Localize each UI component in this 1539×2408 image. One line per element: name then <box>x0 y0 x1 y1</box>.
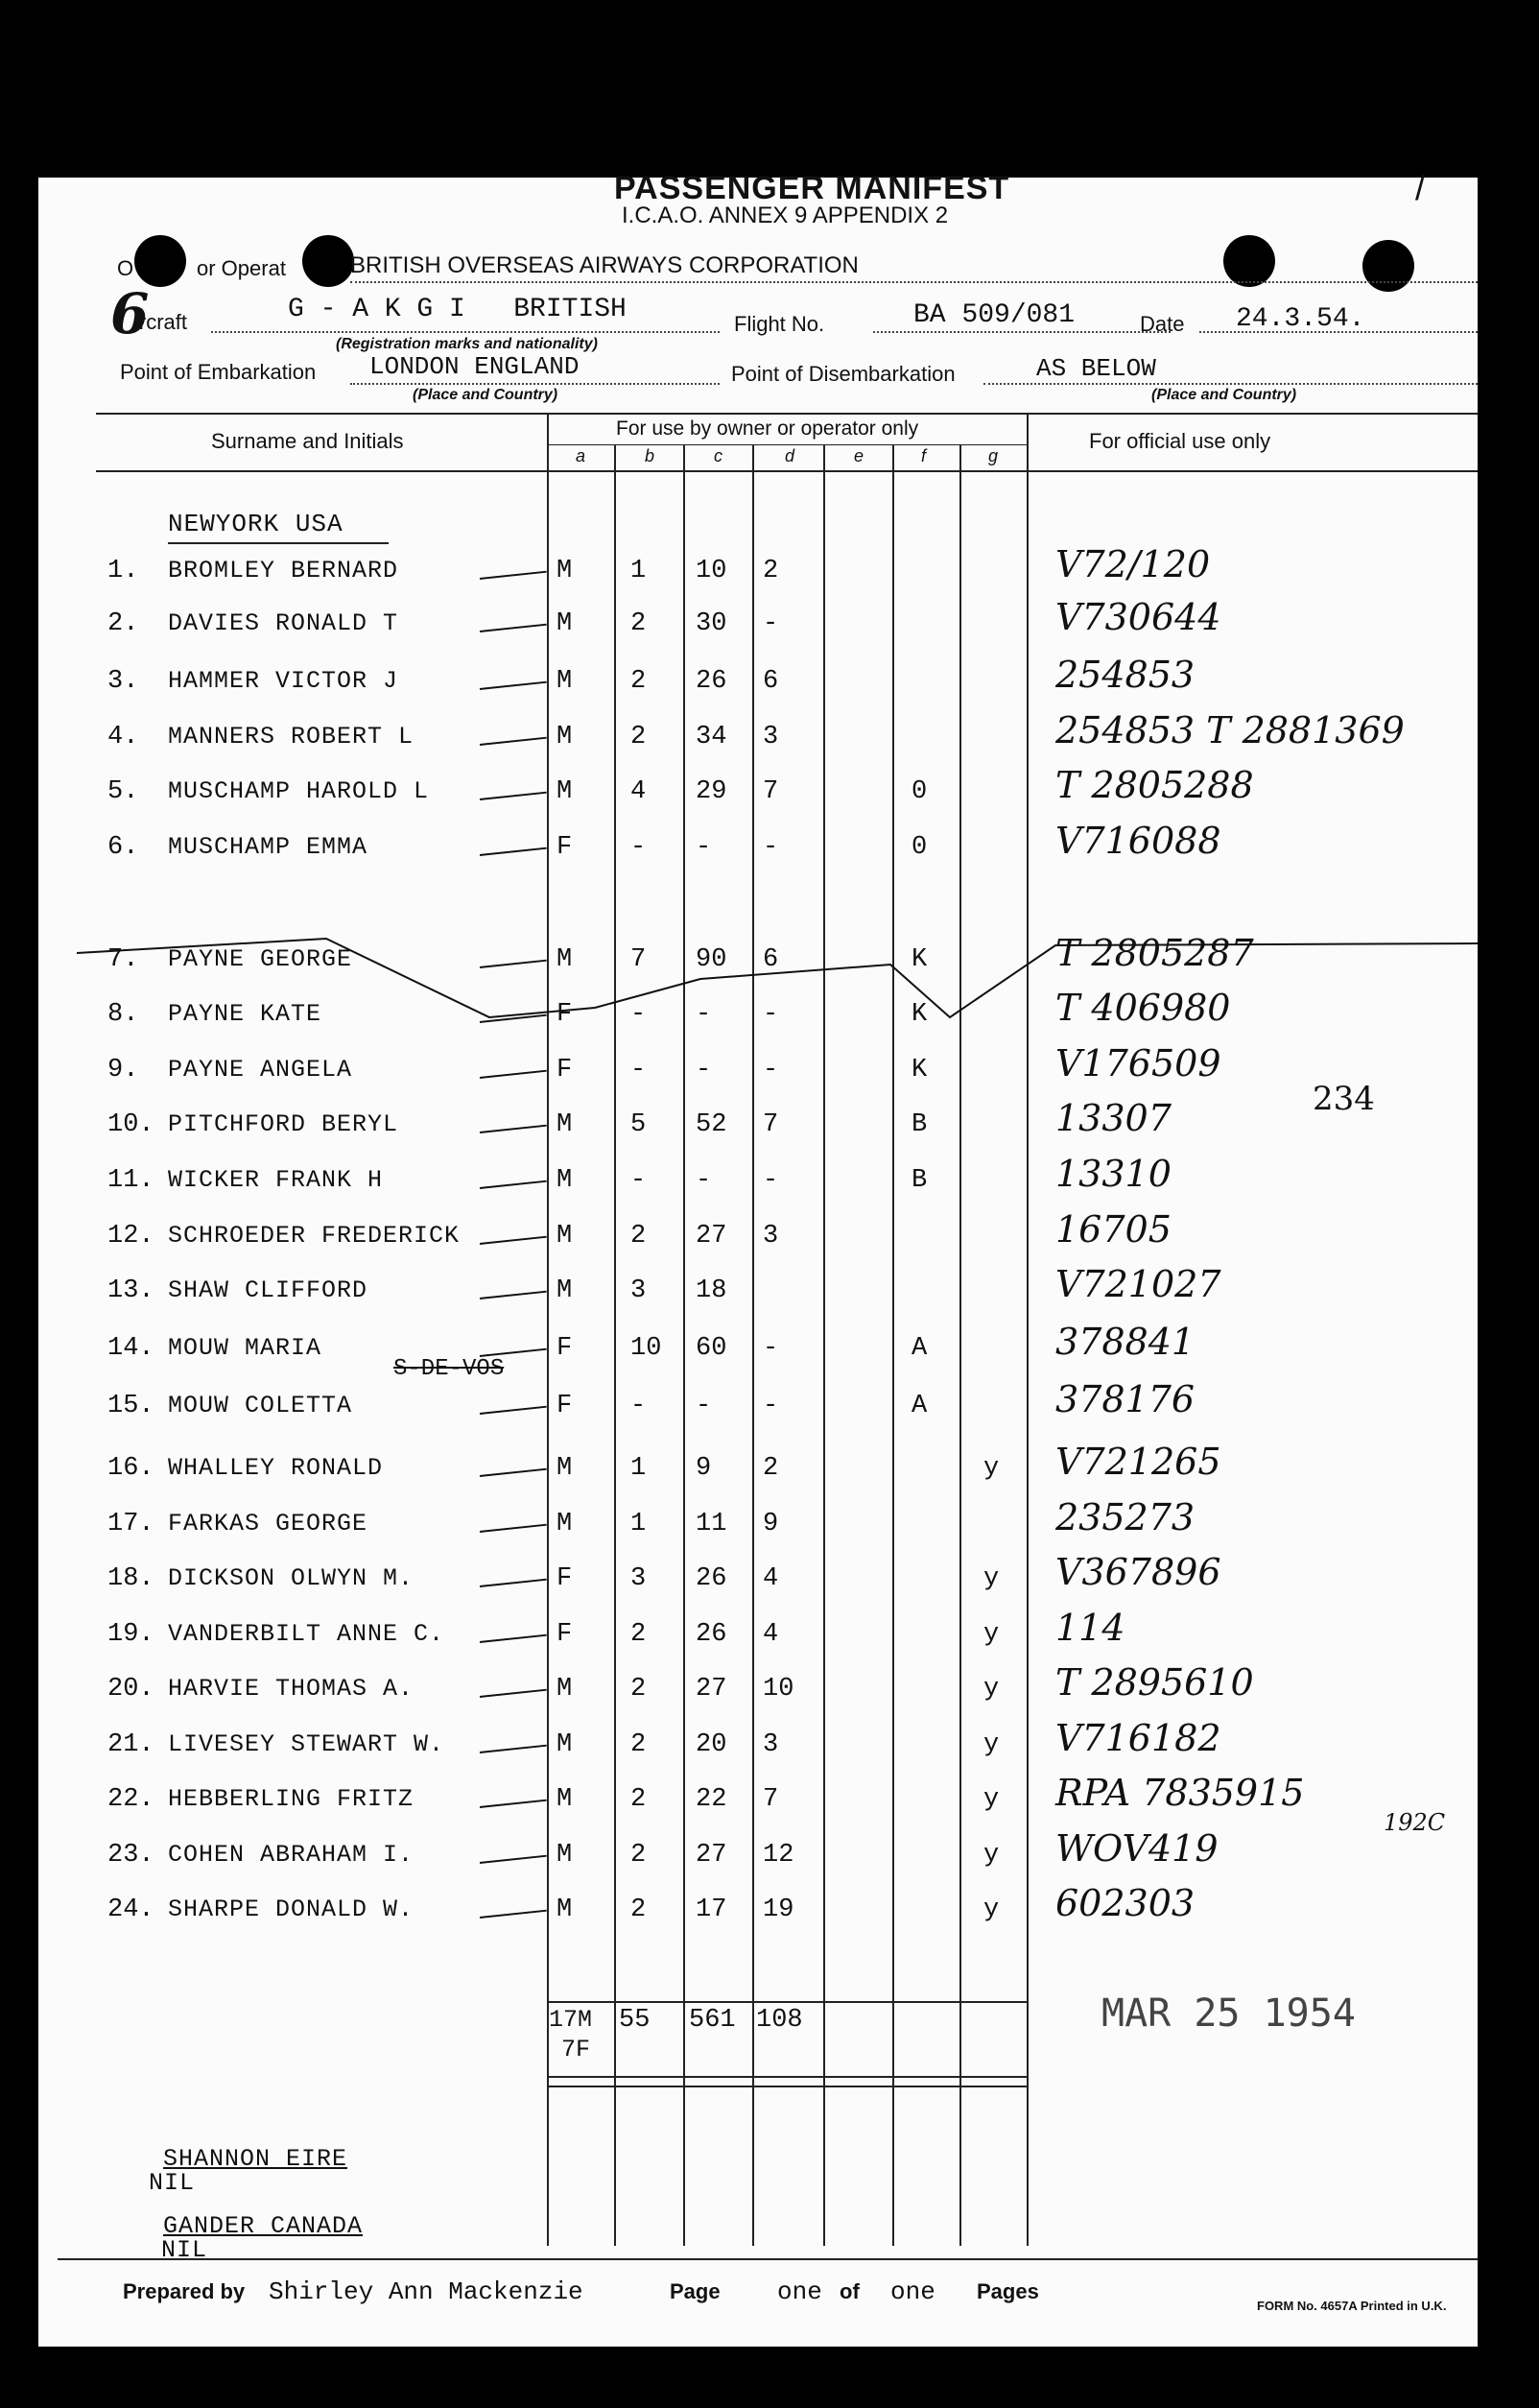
col-f-cell: A <box>912 1334 928 1363</box>
sex-cell: M <box>556 1110 573 1139</box>
official-entry: 378176 <box>1055 1378 1196 1420</box>
struck-text: S-DE-VOS <box>393 1356 505 1382</box>
col-f-cell: 0 <box>912 777 928 806</box>
official-entry: 378841 <box>1055 1321 1196 1363</box>
col-f-cell: A <box>912 1392 928 1420</box>
col-f-cell: K <box>912 1000 928 1029</box>
col-d-cell: - <box>763 1334 779 1363</box>
stop-place: SHANNON EIRE <box>163 2145 348 2173</box>
col-b-cell: 3 <box>630 1276 647 1305</box>
passenger-name: SHAW CLIFFORD <box>168 1276 368 1304</box>
total-d: 108 <box>756 2006 803 2035</box>
passenger-name: MOUW MARIA <box>168 1334 322 1362</box>
col-d-cell: 3 <box>763 1222 779 1251</box>
passenger-number: 6. <box>107 833 139 862</box>
embarkation-place-note: (Place and Country) <box>413 387 558 403</box>
totals-bottom-double-rule <box>547 2086 1027 2087</box>
official-entry: V721265 <box>1055 1441 1221 1483</box>
col-c-cell: 26 <box>696 1564 727 1593</box>
col-b-cell: 2 <box>630 1222 647 1251</box>
sex-cell: M <box>556 1510 573 1538</box>
of-value: one <box>890 2277 935 2306</box>
col-c-cell: 90 <box>696 945 727 974</box>
sex-cell: F <box>556 1000 573 1029</box>
manifest-subtitle: I.C.A.O. ANNEX 9 APPENDIX 2 <box>622 203 949 228</box>
passenger-name: PAYNE GEORGE <box>168 945 353 973</box>
official-entry: V72/120 <box>1055 543 1211 585</box>
disembarkation-value: AS BELOW <box>1036 354 1156 383</box>
sex-cell: F <box>556 833 573 862</box>
passenger-name: MUSCHAMP EMMA <box>168 833 368 861</box>
col-b-cell: 2 <box>630 609 647 638</box>
passenger-number: 9. <box>107 1056 139 1085</box>
pages-label: Pages <box>977 2279 1039 2303</box>
col-c-cell: 9 <box>696 1454 712 1483</box>
sex-cell: M <box>556 1730 573 1759</box>
page-label: Page <box>670 2279 721 2303</box>
sex-cell: M <box>556 1675 573 1704</box>
passenger-name: LIVESEY STEWART W. <box>168 1730 445 1758</box>
col-f-cell: y <box>983 1620 1000 1649</box>
official-entry: 13307 <box>1055 1097 1172 1139</box>
owner-column-header: For use by owner or operator only <box>616 417 919 440</box>
col-d-cell: 7 <box>763 1785 779 1814</box>
official-entry: 235273 <box>1055 1496 1196 1538</box>
sex-cell: F <box>556 1334 573 1363</box>
col-c-cell: 11 <box>696 1510 727 1538</box>
col-d-cell: 6 <box>763 667 779 696</box>
date-label: Date <box>1140 312 1185 336</box>
registration-note: (Registration marks and nationality) <box>336 336 598 352</box>
name-column-header: Surname and Initials <box>211 429 404 453</box>
col-c-cell: 22 <box>696 1785 727 1814</box>
col-c-cell: - <box>696 1056 712 1085</box>
stop-place: GANDER CANADA <box>163 2212 364 2240</box>
official-entry: 13310 <box>1055 1153 1172 1195</box>
col-d-cell: - <box>763 833 779 862</box>
totals-bottom-rule <box>547 2076 1027 2078</box>
passenger-number: 14. <box>107 1334 154 1363</box>
col-c-cell: 26 <box>696 1620 727 1649</box>
passenger-number: 21. <box>107 1730 154 1759</box>
sex-cell: F <box>556 1564 573 1593</box>
official-entry: V367896 <box>1055 1551 1221 1593</box>
column-letter: c <box>714 446 722 465</box>
aircraft-value: G - A K G I BRITISH <box>288 295 627 324</box>
official-entry: RPA 7835915 <box>1055 1772 1305 1814</box>
col-c-cell: 34 <box>696 723 727 751</box>
col-b-cell: 2 <box>630 1620 647 1649</box>
official-entry: 254853 <box>1055 654 1196 696</box>
col-c-cell: 10 <box>696 557 727 585</box>
col-f-cell: y <box>983 1730 1000 1759</box>
sex-cell: M <box>556 723 573 751</box>
sex-cell: M <box>556 1276 573 1305</box>
operator-name: BRITISH OVERSEAS AIRWAYS CORPORATION <box>350 252 859 278</box>
col-b-cell: 2 <box>630 1895 647 1924</box>
official-entry: WOV419 <box>1055 1827 1219 1870</box>
col-f-cell: y <box>983 1454 1000 1483</box>
col-c-cell: 26 <box>696 667 727 696</box>
col-b-cell: 1 <box>630 1454 647 1483</box>
official-entry: 114 <box>1055 1607 1125 1649</box>
col-b-cell: 10 <box>630 1334 662 1363</box>
col-c-cell: - <box>696 1392 712 1420</box>
passenger-number: 4. <box>107 723 139 751</box>
aircraft-label: ircraft <box>134 310 187 334</box>
official-entry: T 406980 <box>1055 987 1231 1029</box>
col-c-cell: 27 <box>696 1841 727 1870</box>
passenger-name: VANDERBILT ANNE C. <box>168 1620 445 1648</box>
sex-cell: M <box>556 609 573 638</box>
col-b-cell: 2 <box>630 667 647 696</box>
sex-cell: M <box>556 777 573 806</box>
col-b-cell: 7 <box>630 945 647 974</box>
col-c-cell: - <box>696 1166 712 1195</box>
col-d-cell: 6 <box>763 945 779 974</box>
passenger-number: 22. <box>107 1785 154 1814</box>
col-b-cell: 2 <box>630 1675 647 1704</box>
col-f-cell: y <box>983 1841 1000 1870</box>
col-c-cell: 29 <box>696 777 727 806</box>
col-b-cell: 4 <box>630 777 647 806</box>
passenger-number: 17. <box>107 1510 154 1538</box>
manifest-title: PASSENGER MANIFEST <box>614 170 1010 206</box>
passenger-number: 1. <box>107 557 139 585</box>
embarkation-value: LONDON ENGLAND <box>369 352 580 381</box>
sex-cell: F <box>556 1392 573 1420</box>
column-letter: e <box>854 446 864 465</box>
stop-note: NIL <box>149 2169 196 2197</box>
passenger-name: COHEN ABRAHAM I. <box>168 1841 414 1869</box>
col-b-cell: - <box>630 1392 647 1420</box>
col-c-cell: 18 <box>696 1276 727 1305</box>
passenger-name: SHARPE DONALD W. <box>168 1895 414 1923</box>
col-f-cell: K <box>912 1056 928 1085</box>
disembarkation-place-note: (Place and Country) <box>1151 387 1297 403</box>
disembarkation-label: Point of Disembarkation <box>731 362 956 386</box>
passenger-number: 7. <box>107 945 139 974</box>
flight-value: BA 509/081 <box>913 300 1076 330</box>
passenger-number: 5. <box>107 777 139 806</box>
passenger-number: 10. <box>107 1110 154 1139</box>
column-letter: a <box>576 446 586 465</box>
official-entry: 16705 <box>1055 1208 1172 1251</box>
col-b-cell: - <box>630 1166 647 1195</box>
column-letter: g <box>988 446 999 465</box>
total-b: 55 <box>619 2006 651 2035</box>
official-entry: V716182 <box>1055 1717 1221 1759</box>
sex-cell: M <box>556 667 573 696</box>
official-entry: V721027 <box>1055 1263 1221 1305</box>
stop-note: NIL <box>161 2236 208 2264</box>
passenger-name: BROMLEY BERNARD <box>168 557 399 584</box>
col-d-cell: - <box>763 1392 779 1420</box>
col-b-cell: - <box>630 1056 647 1085</box>
col-d-cell: 7 <box>763 777 779 806</box>
official-entry: T 2895610 <box>1055 1661 1254 1704</box>
official-entry: T 2805288 <box>1055 764 1254 806</box>
passenger-name: FARKAS GEORGE <box>168 1510 368 1538</box>
col-d-cell: 10 <box>763 1675 794 1704</box>
passenger-name: MOUW COLETTA <box>168 1392 353 1419</box>
date-stamp: MAR 25 1954 <box>1101 1991 1356 2036</box>
passenger-number: 24. <box>107 1895 154 1924</box>
destination-heading: NEWYORK USA <box>168 510 343 538</box>
col-d-cell: 4 <box>763 1564 779 1593</box>
column-letter: b <box>645 446 655 465</box>
embarkation-label: Point of Embarkation <box>120 360 317 384</box>
sex-cell: F <box>556 1056 573 1085</box>
col-c-cell: 27 <box>696 1222 727 1251</box>
owner-label: or Operat <box>197 256 286 280</box>
col-f-cell: y <box>983 1675 1000 1704</box>
col-b-cell: 2 <box>630 1730 647 1759</box>
official-entry: 602303 <box>1055 1882 1196 1924</box>
col-b-cell: 2 <box>630 1785 647 1814</box>
passenger-number: 13. <box>107 1276 154 1305</box>
col-d-cell: 9 <box>763 1510 779 1538</box>
col-d-cell: - <box>763 1056 779 1085</box>
col-b-cell: 3 <box>630 1564 647 1593</box>
col-c-cell: 30 <box>696 609 727 638</box>
col-c-cell: 17 <box>696 1895 727 1924</box>
total-c: 561 <box>689 2006 736 2035</box>
sex-cell: M <box>556 1785 573 1814</box>
col-d-cell: 4 <box>763 1620 779 1649</box>
col-f-cell: y <box>983 1785 1000 1814</box>
passenger-number: 11. <box>107 1166 154 1195</box>
passenger-number: 15. <box>107 1392 154 1420</box>
official-column-header: For official use only <box>1089 429 1271 453</box>
col-f-cell: y <box>983 1564 1000 1593</box>
passenger-name: PITCHFORD BERYL <box>168 1110 399 1138</box>
passenger-number: 20. <box>107 1675 154 1704</box>
col-f-cell: B <box>912 1166 928 1195</box>
passenger-name: WHALLEY RONALD <box>168 1454 384 1482</box>
prepared-label: Prepared by <box>123 2279 246 2303</box>
handwritten-mark: 6 <box>110 281 150 346</box>
prepared-value: Shirley Ann Mackenzie <box>269 2277 583 2306</box>
passenger-number: 18. <box>107 1564 154 1593</box>
sex-cell: M <box>556 945 573 974</box>
col-d-cell: - <box>763 609 779 638</box>
total-a-line1: 17M <box>549 2006 593 2034</box>
col-b-cell: - <box>630 833 647 862</box>
passenger-number: 23. <box>107 1841 154 1870</box>
column-letter: f <box>921 446 927 465</box>
col-d-cell: 19 <box>763 1895 794 1924</box>
sex-cell: M <box>556 1222 573 1251</box>
col-f-cell: y <box>983 1895 1000 1924</box>
passenger-number: 16. <box>107 1454 154 1483</box>
col-d-cell: 3 <box>763 723 779 751</box>
sex-cell: M <box>556 1895 573 1924</box>
sex-cell: M <box>556 1841 573 1870</box>
passenger-number: 8. <box>107 1000 139 1029</box>
official-entry: V176509 <box>1055 1042 1221 1085</box>
col-f-cell: K <box>912 945 928 974</box>
col-b-cell: 2 <box>630 723 647 751</box>
col-d-cell: 7 <box>763 1110 779 1139</box>
col-b-cell: 1 <box>630 557 647 585</box>
sex-cell: F <box>556 1620 573 1649</box>
passenger-name: DICKSON OLWYN M. <box>168 1564 414 1592</box>
official-entry: V716088 <box>1055 820 1221 862</box>
col-d-cell: 2 <box>763 557 779 585</box>
flight-label: Flight No. <box>734 312 825 336</box>
col-c-cell: 52 <box>696 1110 727 1139</box>
date-value: 24.3.54. <box>1236 304 1365 334</box>
col-c-cell: 27 <box>696 1675 727 1704</box>
col-d-cell: - <box>763 1000 779 1029</box>
col-b-cell: 1 <box>630 1510 647 1538</box>
total-a-line2: 7F <box>561 2036 591 2063</box>
manifest-sheet <box>38 168 1478 2347</box>
sex-cell: M <box>556 557 573 585</box>
passenger-number: 3. <box>107 667 139 696</box>
corner-mark: / <box>1415 168 1426 207</box>
passenger-name: PAYNE KATE <box>168 1000 322 1028</box>
passenger-name: HAMMER VICTOR J <box>168 667 399 695</box>
form-number: FORM No. 4657A Printed in U.K. <box>1257 2299 1447 2313</box>
col-b-cell: 2 <box>630 1841 647 1870</box>
sex-cell: M <box>556 1166 573 1195</box>
col-d-cell: 12 <box>763 1841 794 1870</box>
page-value: one <box>777 2277 822 2306</box>
passenger-name: HARVIE THOMAS A. <box>168 1675 414 1703</box>
totals-rule <box>547 2001 1027 2003</box>
side-number: 234 <box>1313 1080 1375 1118</box>
passenger-name: MUSCHAMP HAROLD L <box>168 777 430 805</box>
col-f-cell: 0 <box>912 833 928 862</box>
passenger-name: PAYNE ANGELA <box>168 1056 353 1084</box>
passenger-name: HEBBERLING FRITZ <box>168 1785 414 1813</box>
of-label: of <box>840 2279 860 2303</box>
passenger-name: DAVIES RONALD T <box>168 609 399 637</box>
passenger-number: 12. <box>107 1222 154 1251</box>
col-b-cell: 5 <box>630 1110 647 1139</box>
col-c-cell: - <box>696 833 712 862</box>
col-d-cell: - <box>763 1166 779 1195</box>
official-entry: V730644 <box>1055 596 1221 638</box>
official-entry: 254853 T 2881369 <box>1055 709 1405 751</box>
owner-label-prefix: O <box>117 256 134 280</box>
passenger-number: 2. <box>107 609 139 638</box>
passenger-name: WICKER FRANK H <box>168 1166 384 1194</box>
side-note: 192C <box>1384 1809 1446 1836</box>
col-d-cell: 2 <box>763 1454 779 1483</box>
passenger-name: MANNERS ROBERT L <box>168 723 414 751</box>
passenger-number: 19. <box>107 1620 154 1649</box>
column-letter: d <box>785 446 795 465</box>
col-f-cell: B <box>912 1110 928 1139</box>
col-c-cell: - <box>696 1000 712 1029</box>
passenger-name: SCHROEDER FREDERICK <box>168 1222 461 1250</box>
col-b-cell: - <box>630 1000 647 1029</box>
official-entry: T 2805287 <box>1055 932 1254 974</box>
sex-cell: M <box>556 1454 573 1483</box>
col-c-cell: 60 <box>696 1334 727 1363</box>
col-d-cell: 3 <box>763 1730 779 1759</box>
col-c-cell: 20 <box>696 1730 727 1759</box>
